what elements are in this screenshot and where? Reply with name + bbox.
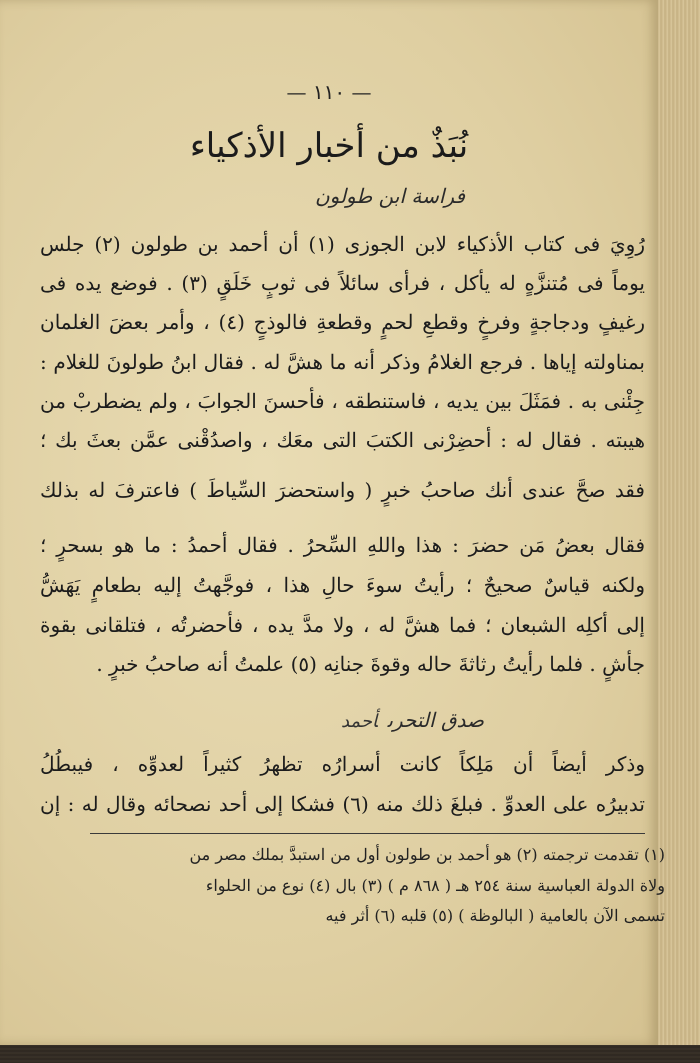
footnote-divider — [90, 833, 645, 834]
handwritten-annotation: أحمد — [340, 711, 378, 732]
page-edges — [658, 0, 700, 1063]
text-line: جِئْنى به . فمَثَلَ بين يديه ، فاستنطقه ، فأحسنَ الجوابَ ، ولم يضطربْ من — [40, 389, 645, 413]
page-title: نُبَذٌ من أخبار الأذكياء — [189, 126, 469, 166]
text-line: رغيفٍ ودجاجةٍ وفرخٍ وقطعِ لحمٍ وقطعةِ فالوذجٍ (٤) ، وأمر بعضَ الغلمان — [40, 310, 645, 334]
text-line: رُوِيَ فى كتاب الأذكياء لابن الجوزى (١) أن أحمد بن طولون (٢) جلس — [40, 232, 645, 256]
section-heading-label: صدق التحرى — [387, 708, 484, 732]
text-line: إلى أكلِه الشبعان ؛ فما هشَّ له ، ولا مدَّ يده ، فأحضرتُه ، فتلقانى بقوة — [40, 613, 645, 637]
footnote-line: تسمى الآن بالعامية ( البالوظة ) (٥) قلبه (٦) أثر فيه — [325, 906, 665, 925]
text-line: فقد صحَّ عندى أنك صاحبُ خبرٍ ( واستحضرَ السِّياطَ ) فاعترفَ له بذلك — [40, 478, 645, 502]
text-line: ولكنه قياسٌ صحيحٌ ؛ رأيتُ سوءَ حالِ هذا ، فوجَّهتُ إليه بطعامٍ يَهَشُّ — [40, 573, 645, 597]
text-line: يوماً فى مُتنزَّهٍ له يأكل ، فرأى سائلاً فى ثوبٍ خَلَقٍ (٣) . فوضع يده فى — [40, 271, 645, 295]
page-bottom-edge — [0, 1045, 700, 1063]
text-line: وذكر أيضاً أن مَلِكاً كانت أسرارُه تظهرُ كثيراً لعدوِّه ، فيبطُلُ — [40, 752, 645, 776]
footnote-line: ولاة الدولة العباسية سنة ٢٥٤ هـ ( ٨٦٨ م ) (٣) بال (٤) نوع من الحلواء — [205, 876, 665, 895]
section-heading-truthful-inquiry — [341, 708, 484, 732]
text-line: بمناولته إياها . فرجع الغلامُ وذكر أنه ما هشَّ له . فقال ابنُ طولونَ للغلام : — [40, 350, 645, 374]
text-line: جأشٍ . فلما رأيتُ رثاثةَ حاله وقوةَ جنانِه (٥) علمتُ أنه صاحبُ خبرٍ . — [96, 652, 645, 676]
page-number: — ١١٠ — — [286, 80, 372, 104]
section-heading-ibn-tulun: فراسة ابن طولون — [314, 184, 465, 208]
footnote-line: (١) تقدمت ترجمته (٢) هو أحمد بن طولون أول من استبدَّ بملك مصر من — [189, 845, 665, 864]
text-line: فقال بعضُ مَن حضرَ : هذا واللهِ السِّحرُ . فقال أحمدُ : ما هو بسحرٍ ؛ — [40, 533, 645, 557]
text-line: تدبيرُه على العدوِّ . فبلغَ ذلك منه (٦) فشكا إلى أحد نصحائه وقال له : إن — [40, 792, 645, 816]
text-line: هيبته . فقال له : أحضِرْنى الكتبَ التى معَك ، واصدُقْنى عمَّن بعثَ بك ؛ — [40, 428, 645, 452]
